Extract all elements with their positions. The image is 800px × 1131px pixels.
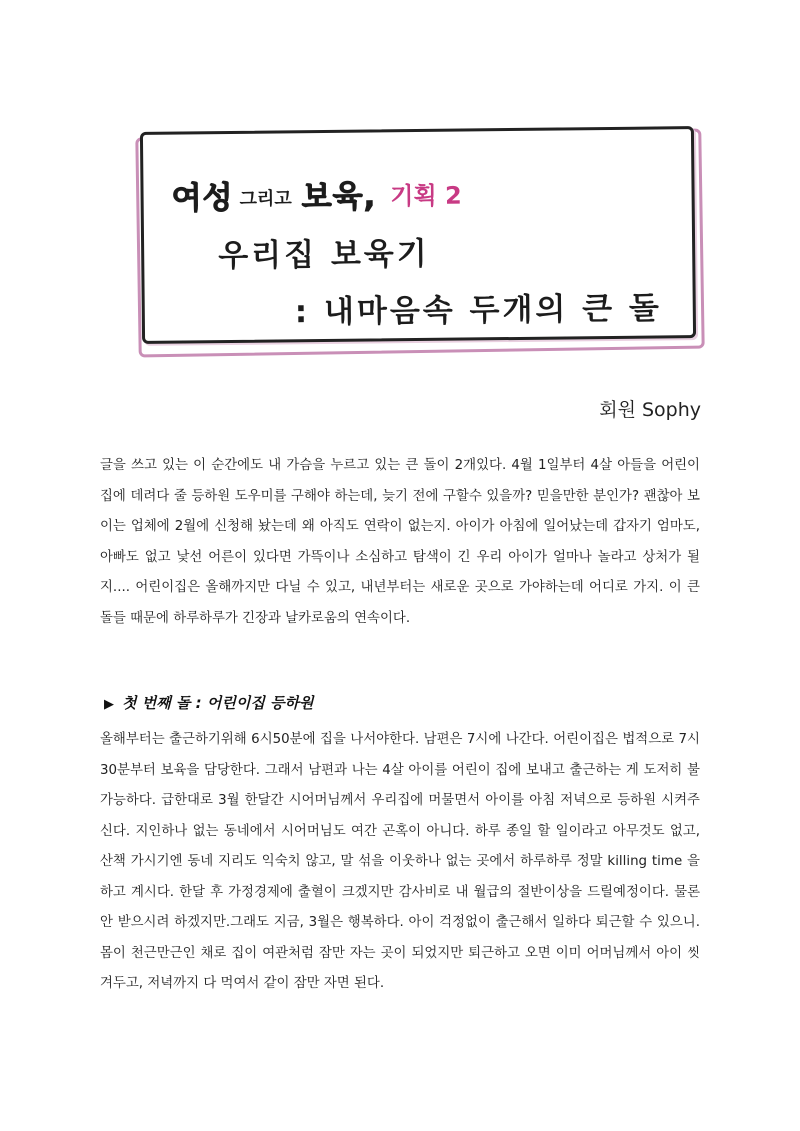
section-heading-text: 첫 번째 돌 : 어린이집 등하원 — [122, 694, 314, 712]
triangle-marker-icon: ▶ — [104, 697, 114, 712]
banner-title-connector: 그리고 — [239, 188, 292, 210]
banner-frame — [140, 126, 696, 344]
banner-subtitle-line1: 우리집 보육기 — [218, 235, 430, 275]
section-body-paragraph: 올해부터는 출근하기위해 6시50분에 집을 나서야한다. 남편은 7시에 나간다. 어린이집은 법적으로 7시30분부터 보육을 담당한다. 그래서 남편과 나는 4살 아이를 어린이 집에 보내고 출근하는 게 도저히 불가능하다. 급한대로 3월 한달간 시어머님께서 우리집에 머물면서 아이를 아침 저녁으로 등하원 시켜주신다. 지인하나 없는 동네에서 시어머님도 여간 곤혹이 아니다. 하루 종일 할 일이라고 아무것도 없고, 산책 가시기엔 동네 지리도 익숙치 않고, 말 섞을 이웃하나 없는 곳에서 하루하루 정말 killing time 을 하고 계시다. 한달 후 가정경제에 출혈이 크겠지만 감사비로 내 월급의 절반이상을 드릴예정이다. 물론 안 받으시려 하겠지만.그래도 지금, 3월은 행복하다. 아이 걱정없이 출근해서 일하다 퇴근할 수 있으니. 몸이 천근만근인 채로 집이 여관처럼 잠만 자는 곳이 되었지만 퇴근하고 오면 이미 어머님께서 아이 씻겨두고, 저녁까지 다 먹여서 같이 잠만 자면 된다. — [100, 732, 700, 991]
banner-title-part1: 여성 — [171, 179, 234, 217]
banner-title-line — [171, 170, 462, 218]
banner-subtitle-line2: : 내마음속 두개의 큰 돌 — [294, 290, 663, 331]
author-byline: 회원 Sophy — [599, 399, 701, 421]
intro-paragraph: 글을 쓰고 있는 이 순간에도 내 가슴을 누르고 있는 큰 돌이 2개있다. 4월 1일부터 4살 아들을 어린이 집에 데려다 줄 등하원 도우미를 구해야 하는데, 늦기 전에 구할수 있을까? 믿을만한 분인가? 괜찮아 보이는 업체에 2월에 신청해 놨는데 왜 아직도 연락이 없는지. 아이가 아침에 일어났는데 갑자기 엄마도, 아빠도 없고 낯선 어른이 있다면 가뜩이나 소심하고 탐색이 긴 우리 아이가 얼마나 놀라고 상처가 될지.... 어린이집은 올해까지만 다닐 수 있고, 내년부터는 새로운 곳으로 가야하는데 어디로 가지. 이 큰 돌들 때문에 하루하루가 긴장과 날카로움의 연속이다. — [100, 458, 700, 626]
banner-series-label: 기획 2 — [390, 181, 462, 211]
banner-title-part2: 보육, — [301, 178, 377, 216]
title-banner — [135, 123, 705, 363]
section-heading — [104, 692, 314, 713]
